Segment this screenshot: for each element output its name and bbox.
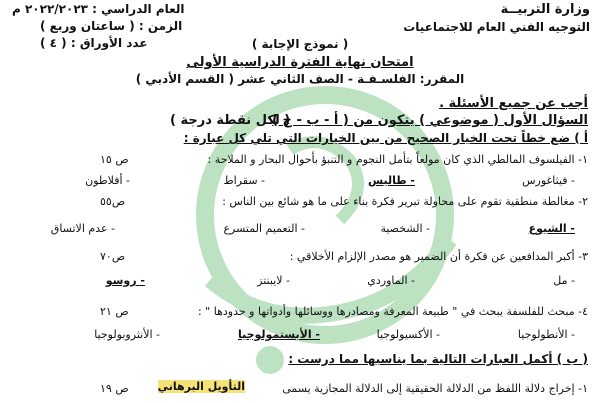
q1-option-1: - فيثاغورس (522, 174, 575, 187)
q2-option-2: - الشخصية (380, 222, 430, 235)
general-instructions: أجب عن جميع الأسئلة . (439, 96, 588, 111)
complete-1-text: ١- إخراج دلالة اللفظ من الدلالة الحقيقية إلى الدلالة المجازية يسمى (282, 382, 588, 395)
question-4-page: ص ٢١ (100, 305, 129, 318)
part-a-instruction: أ ) ضع خطاً تحت الخيار الصحيح من بين الخيارات التي تلي كل عبارة : (183, 131, 588, 145)
q3-option-1: - مل (553, 274, 575, 287)
q2-option-3: - التعميم المتسرع (223, 222, 305, 235)
exam-title: امتحان نهاية الفترة الدراسية الأولى (186, 55, 414, 70)
question-3-page: ص٧٠ (100, 250, 126, 263)
question-one-title: السؤال الأول ( موضوعي ) يتكون من ( أ - ب - ج ) (272, 113, 588, 128)
question-1-page: ص ١٥ (100, 153, 129, 166)
q1-option-3: - سقراط (223, 174, 265, 187)
exam-duration: الزمن : ( ساعتان وربع ) (40, 19, 183, 33)
question-1-text: ١- الفيلسوف المالطي الذي كان مولعاً بتأمل النجوم و التنبؤ بأحوال البحار و الملاحة : (207, 153, 588, 166)
q3-option-3: - لايبنتز (257, 274, 290, 287)
complete-1-page: ص ١٩ (100, 382, 129, 395)
part-b-instruction: ( ب ) أكمل العبارات التالية بما يناسبها مما درست : (288, 352, 588, 366)
question-3-text: ٣- أكبر المدافعين عن فكرة أن الضمير هو مصدر الإلزام الأخلاقي : (289, 250, 588, 263)
course-title: المقرر: الفلسـفـة - الصف الثاني عشر ( القسم الأدبي ) (135, 72, 465, 86)
school-year: العام الدراسي : ٢٠٢٢/٢٠٢٣ م (12, 2, 185, 16)
q4-option-4: - الأنثروبولوجيا (94, 328, 160, 341)
q1-option-4: - أفلاطون (85, 174, 130, 187)
q4-option-3-correct: - الأبستمولوجيا (237, 328, 320, 341)
q2-option-4: - عدم الاتساق (50, 222, 115, 235)
q2-option-1-correct: - الشيوع (528, 222, 575, 235)
question-4-text: ٤- مبحث للفلسفة يبحث في " طبيعة المعرفة ومصادرها ووسائلها وأدواتها و حدودها " : (197, 305, 588, 318)
department-name: التوجيه الفني العام للاجتماعيات (403, 20, 590, 34)
question-2-page: ص٥٥ (100, 195, 126, 208)
q3-option-4-correct: - روسو (105, 274, 145, 287)
question-2-text: ٢- مغالطة منطقية تقوم على محاولة تبرير فكرة بناء على ما هو شائع بين الناس : (222, 195, 588, 208)
q1-option-2-correct: - طاليس (367, 174, 415, 187)
page-count: عدد الأوراق : ( ٤ ) (40, 36, 148, 50)
points-note: ( لكل نقطة درجة ) (170, 113, 291, 128)
q3-option-2: - الماوردي (367, 274, 415, 287)
complete-1-answer: التأويل البرهاني (157, 380, 245, 393)
q4-option-2: - الأكسيولوجيا (376, 328, 440, 341)
q4-option-1: - الأنطولوجيا (517, 328, 575, 341)
ministry-name: وزارة التربيــة (500, 2, 590, 17)
answer-model-label: ( نموذج الإجابة ) (251, 37, 349, 51)
